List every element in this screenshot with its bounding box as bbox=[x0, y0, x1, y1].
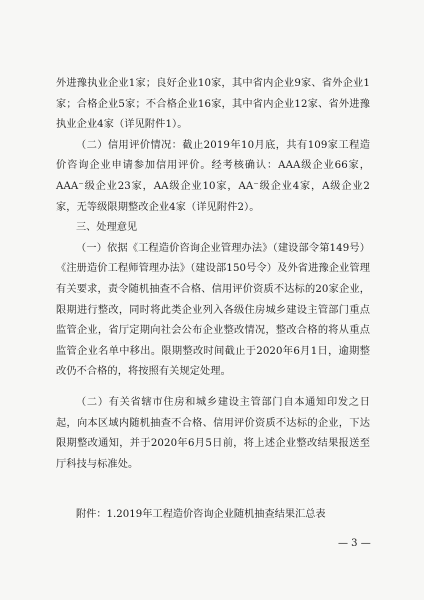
paragraph-local-authority-notice: （二）有关省辖市住房和城乡建设主管部门自本通知印发之日起，向本区域内随机抽查不合格、信用评价资质不达标的企业，下达限期整改通知，并于2020年6月5日前，将上述企业整改结果报送至厅科技与标准处。 bbox=[56, 396, 370, 470]
section-heading-handling-opinions: 三、处理意见 bbox=[76, 222, 138, 234]
attachment-line: 附件：1.2019年工程造价咨询企业随机抽查结果汇总表 bbox=[76, 509, 326, 520]
paragraph-evaluation-results: 外进豫执业企业1家；良好企业10家，其中省内企业9家、省外企业1家；合格企业5家；不合格企业16家，其中省内企业12家、省外进豫执业企业4家（详见附件1）。 bbox=[56, 78, 370, 131]
paragraph-gap bbox=[56, 383, 370, 393]
paragraph-credit-evaluation: （二）信用评价情况：截止2019年10月底，共有109家工程造价咨询企业申请参加信用评价。经考核确认：AAA级企业66家，AAA⁻级企业23家，AA级企业10家，AA⁻级企业4家，A级企业2家，无等级限期整改企业4家（详见附件2）。 bbox=[56, 139, 370, 213]
document-body bbox=[56, 74, 370, 475]
paragraph-rectification-requirements: （一）依据《工程造价咨询企业管理办法》（建设部令第149号）《注册造价工程师管理办法》（建设部150号令）及外省进豫企业管理有关要求，责令随机抽查不合格、信用评价资质不达标的20家企业，限期进行整改，同时将此类企业列入各级住房城乡建设主管部门重点监管企业，省厅定期向社会公布企业整改情况，整改合格的将从重点监管企业名单中移出。限期整改时间截止于2020年6月1日，逾期整改仍不合格的，将按照有关规定处理。 bbox=[56, 242, 370, 378]
page-number: — 3 — bbox=[338, 538, 371, 549]
